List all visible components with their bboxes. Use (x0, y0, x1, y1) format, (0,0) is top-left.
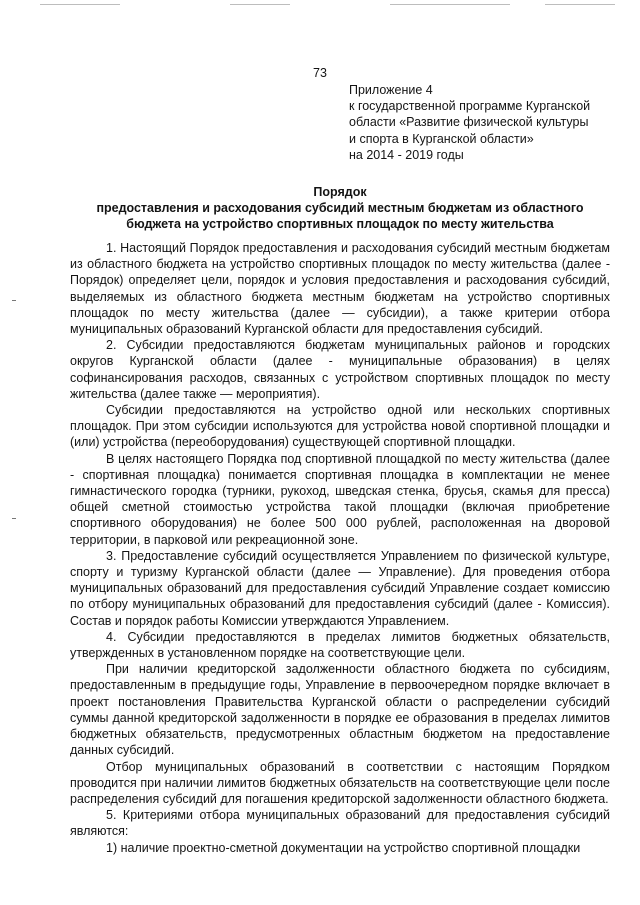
paragraph: 1. Настоящий Порядок предоставления и расходования субсидий местным бюджетам из областного бюджета на устройство спортивных площадок по месту жительства (далее - Порядок) определяет цели, порядок и условия предоставления и расходования субсидий, выделяемых из областного бюджета местным бюджетам на устройство спортивных площадок по месту жительства (далее — субсидии), а также критерии отбора муниципальных образований Курганской области для предоставления субсидий. (70, 241, 610, 337)
title-line: предоставления и расходования субсидий местным бюджетам из областного (96, 201, 584, 216)
paragraph: 2. Субсидии предоставляются бюджетам муниципальных районов и городских округов Курганской области (далее - муниципальные образования) в целях софинансирования расходов, связанных с устройством спортивных площадок по месту жительства (далее также — мероприятия). (70, 338, 610, 401)
paragraph: 1) наличие проектно-сметной документации на устройство спортивной площадки (106, 840, 581, 855)
scan-artifact-line (230, 4, 290, 5)
paragraph: 4. Субсидии предоставляются в пределах лимитов бюджетных обязательств, утвержденных в установленном порядке на соответствующие цели. (70, 629, 610, 661)
page-number: 73 (313, 66, 327, 80)
title-line: Порядок (313, 185, 367, 199)
margin-mark (12, 300, 16, 301)
appendix-line: Приложение 4 (349, 83, 433, 97)
document-title (70, 184, 610, 233)
paragraph: Отбор муниципальных образований в соответствии с настоящим Порядком проводится при наличии лимитов бюджетных обязательств на соответствующие цели после распределения субсидий для погашения кредиторской задолженности областного бюджета. (70, 759, 610, 806)
appendix-line: области «Развитие физической культуры (349, 115, 589, 130)
appendix-header (349, 82, 629, 163)
document-body (70, 240, 610, 856)
margin-mark (12, 518, 16, 519)
title-line: бюджета на устройство спортивных площадок по месту жительства (126, 217, 554, 232)
appendix-line: на 2014 - 2019 годы (349, 147, 464, 162)
scan-artifact-line (390, 4, 510, 5)
paragraph: В целях настоящего Порядка под спортивной площадкой по месту жительства (далее - спортивная площадка) понимается спортивная площадка в комплектации не менее гимнастического городка (турники, рукоход, шведская стенка, брусья, скамья для пресса) общей сметной стоимостью устройства такой площадки (включая приобретение спортивного оборудования) не более 500 000 рублей, расположенная на дворовой территории, в парковой или рекреационной зоне. (70, 451, 610, 547)
appendix-line: к государственной программе Курганской (349, 99, 591, 114)
appendix-line: и спорта в Курганской области» (349, 131, 534, 146)
paragraph: Субсидии предоставляются на устройство одной или нескольких спортивных площадок. При этом субсидии используются для устройства новой спортивной площадки и (или) устройства (переоборудования) существующей спортивной площадки. (70, 403, 610, 450)
paragraph: 5. Критериями отбора муниципальных образований для предоставления субсидий являются: (70, 808, 610, 839)
paragraph: При наличии кредиторской задолженности областного бюджета по субсидиям, предоставленным в предыдущие годы, Управление в первоочередном порядке включает в проект постановления Правительства Курганской области о распределении субсидий суммы данной кредиторской задолженности в порядке ее образования в пределах лимитов бюджетных обязательств, предусмотренных областным бюджетом на предоставление данных субсидий. (70, 662, 610, 758)
paragraph: 3. Предоставление субсидий осуществляется Управлением по физической культуре, спорту и туризму Курганской области (далее — Управление). Для проведения отбора муниципальных образований для предоставления субсидий Управление создает комиссию по отбору муниципальных образований для предоставления субсидий (далее - Комиссия). Состав и порядок работы Комиссии утверждаются Управлением. (70, 548, 610, 628)
scan-artifact-line (40, 4, 120, 5)
scan-artifact-line (545, 4, 615, 5)
